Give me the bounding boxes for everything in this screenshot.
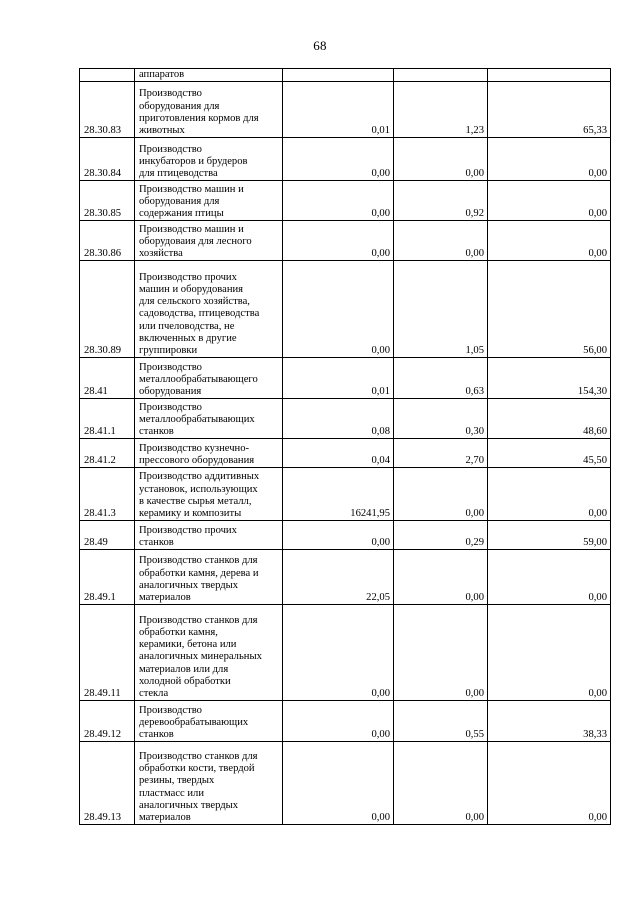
value-cell-2: 0,63 (394, 358, 488, 399)
activity-name-cell (135, 221, 283, 261)
okved-code-cell: 28.49.12 (80, 701, 135, 742)
table-row (80, 701, 611, 742)
okved-code-cell: 28.30.83 (80, 82, 135, 138)
value-cell-1: 0,00 (283, 701, 394, 742)
table-row (80, 181, 611, 221)
value-cell-3: 0,00 (488, 550, 611, 605)
activity-name-line: оборудования (139, 386, 202, 397)
activity-name-cell (135, 521, 283, 550)
okved-code-cell: 28.30.89 (80, 261, 135, 358)
value-cell-3: 0,00 (488, 468, 611, 521)
activity-name-cell (135, 358, 283, 399)
activity-name-cell (135, 439, 283, 468)
activity-name-line: оборудоваия для лесного (139, 235, 252, 247)
value-cell-2: 0,00 (394, 221, 488, 261)
activity-name-line: Производство станков для (139, 614, 258, 626)
activity-name-line: Производство (139, 704, 202, 716)
value-cell-2: 0,00 (394, 742, 488, 825)
activity-name-line: станков (139, 729, 174, 740)
value-cell-1: 0,01 (283, 82, 394, 138)
value-cell-2: 2,70 (394, 439, 488, 468)
activity-name-line: Производство аддитивных (139, 471, 260, 483)
okved-code-cell: 28.49.11 (80, 605, 135, 701)
activity-name-line: машин и оборудования (139, 283, 244, 295)
value-cell-3: 0,00 (488, 181, 611, 221)
activity-name-line: животных (139, 125, 185, 136)
value-cell-3: 38,33 (488, 701, 611, 742)
activity-name-cell (135, 261, 283, 358)
value-cell-3: 0,00 (488, 138, 611, 181)
value-cell-3: 59,00 (488, 521, 611, 550)
activity-name-line: аналогичных минеральных (139, 651, 262, 663)
activity-name-line: аппаратов (139, 69, 185, 80)
value-cell-2: 0,00 (394, 138, 488, 181)
value-cell-1: 16241,95 (283, 468, 394, 521)
value-cell-1: 0,00 (283, 181, 394, 221)
activity-name-line: пластмасс или (139, 787, 205, 799)
value-cell-2: 0,29 (394, 521, 488, 550)
value-cell-1: 0,00 (283, 742, 394, 825)
value-cell-1: 0,04 (283, 439, 394, 468)
table-row (80, 261, 611, 358)
activity-name-cell (135, 550, 283, 605)
table-row (80, 605, 611, 701)
activity-name-line: холодной обработки (139, 675, 231, 687)
activity-name-line: обработки камня, дерева и (139, 567, 259, 579)
activity-name-line: Производство (139, 88, 202, 100)
value-cell-2: 0,00 (394, 550, 488, 605)
table-row (80, 69, 611, 82)
activity-name-line: Производство (139, 361, 202, 373)
value-cell-2: 0,55 (394, 701, 488, 742)
activity-name-line: обработки камня, (139, 626, 218, 638)
activity-name-line: Производство машин и (139, 223, 244, 235)
value-cell-2: 0,00 (394, 605, 488, 701)
okved-code-cell: 28.49.13 (80, 742, 135, 825)
activity-name-cell (135, 605, 283, 701)
activity-name-line: Производство станков для (139, 750, 258, 762)
okved-code-cell: 28.49.1 (80, 550, 135, 605)
activity-name-cell (135, 468, 283, 521)
activity-name-line: Производство прочих (139, 271, 237, 283)
table-row (80, 439, 611, 468)
value-cell-3: 45,50 (488, 439, 611, 468)
activity-name-line: материалов (139, 812, 191, 823)
page-number: 68 (313, 38, 327, 53)
activity-name-line: Производство (139, 143, 202, 155)
activity-name-line: в качестве сырья металл, (139, 495, 252, 507)
activity-name-line: Производство прочих (139, 524, 237, 536)
value-cell-3: 0,00 (488, 742, 611, 825)
value-cell-1: 22,05 (283, 550, 394, 605)
value-cell-1: 0,01 (283, 358, 394, 399)
activity-name-line: оборудования для (139, 100, 220, 112)
table-row (80, 399, 611, 439)
table-row (80, 742, 611, 825)
value-cell-2: 0,00 (394, 468, 488, 521)
activity-name-line: станков (139, 426, 174, 437)
activity-name-line: прессового оборудования (139, 455, 255, 466)
okved-code-cell: 28.49 (80, 521, 135, 550)
table-row (80, 521, 611, 550)
okved-code-cell: 28.30.86 (80, 221, 135, 261)
activity-name-line: или пчеловодства, не (139, 320, 235, 332)
table-body (80, 69, 611, 825)
table-row (80, 358, 611, 399)
value-cell-1: 0,00 (283, 221, 394, 261)
activity-name-cell (135, 181, 283, 221)
activity-name-line: металлообрабатывающего (139, 373, 258, 385)
activity-name-line: для птицеводства (139, 168, 218, 179)
value-cell-2: 1,23 (394, 82, 488, 138)
value-cell-2: 0,92 (394, 181, 488, 221)
activity-name-line: деревообрабатывающих (139, 716, 249, 728)
activity-name-line: инкубаторов и брудеров (139, 155, 248, 167)
okved-code-cell: 28.41 (80, 358, 135, 399)
activity-name-cell (135, 69, 283, 82)
activity-name-line: Производство кузнечно- (139, 442, 250, 454)
activity-name-cell (135, 742, 283, 825)
table-row (80, 550, 611, 605)
activity-name-line: содержания птицы (139, 208, 224, 219)
okved-code-cell: 28.30.85 (80, 181, 135, 221)
value-cell-3 (488, 69, 611, 82)
okved-code-cell (80, 69, 135, 82)
activity-name-line: хозяйства (139, 248, 183, 259)
value-cell-1: 0,08 (283, 399, 394, 439)
activity-name-cell (135, 138, 283, 181)
activity-name-line: обработки кости, твердой (139, 763, 255, 775)
value-cell-1 (283, 69, 394, 82)
value-cell-3: 48,60 (488, 399, 611, 439)
activity-name-line: группировки (139, 345, 198, 356)
value-cell-3: 0,00 (488, 221, 611, 261)
data-table (79, 68, 611, 825)
activity-name-line: Производство (139, 401, 202, 413)
value-cell-3: 0,00 (488, 605, 611, 701)
activity-name-line: материалов (139, 592, 191, 603)
activity-name-line: резины, твердых (139, 775, 215, 787)
table-row (80, 138, 611, 181)
activity-name-cell (135, 701, 283, 742)
table-row (80, 468, 611, 521)
activity-name-cell (135, 399, 283, 439)
value-cell-2 (394, 69, 488, 82)
activity-name-line: аналогичных твердых (139, 799, 239, 811)
activity-name-line: оборудования для (139, 195, 220, 207)
activity-name-line: Производство станков для (139, 555, 258, 567)
okved-code-cell: 28.30.84 (80, 138, 135, 181)
value-cell-3: 154,30 (488, 358, 611, 399)
activity-name-line: керамики, бетона или (139, 639, 237, 651)
value-cell-3: 56,00 (488, 261, 611, 358)
activity-name-line: металлообрабатывающих (139, 413, 255, 425)
value-cell-1: 0,00 (283, 261, 394, 358)
activity-name-line: включенных в другие (139, 332, 237, 344)
activity-name-line: материалов или для (139, 663, 229, 675)
value-cell-1: 0,00 (283, 605, 394, 701)
activity-name-line: установок, использующих (139, 483, 258, 495)
activity-name-line: керамику и композиты (139, 508, 242, 519)
value-cell-1: 0,00 (283, 138, 394, 181)
table-row (80, 82, 611, 138)
activity-name-line: стекла (139, 688, 169, 699)
activity-name-line: приготовления кормов для (139, 112, 259, 124)
activity-name-line: аналогичных твердых (139, 579, 239, 591)
activity-name-line: садоводства, птицеводства (139, 308, 260, 320)
okved-code-cell: 28.41.3 (80, 468, 135, 521)
activity-name-line: станков (139, 537, 174, 548)
value-cell-3: 65,33 (488, 82, 611, 138)
value-cell-2: 0,30 (394, 399, 488, 439)
activity-name-line: для сельского хозяйства, (139, 296, 250, 308)
activity-name-line: Производство машин и (139, 183, 244, 195)
value-cell-1: 0,00 (283, 521, 394, 550)
table-row (80, 221, 611, 261)
activity-name-cell (135, 82, 283, 138)
value-cell-2: 1,05 (394, 261, 488, 358)
okved-code-cell: 28.41.1 (80, 399, 135, 439)
okved-code-cell: 28.41.2 (80, 439, 135, 468)
